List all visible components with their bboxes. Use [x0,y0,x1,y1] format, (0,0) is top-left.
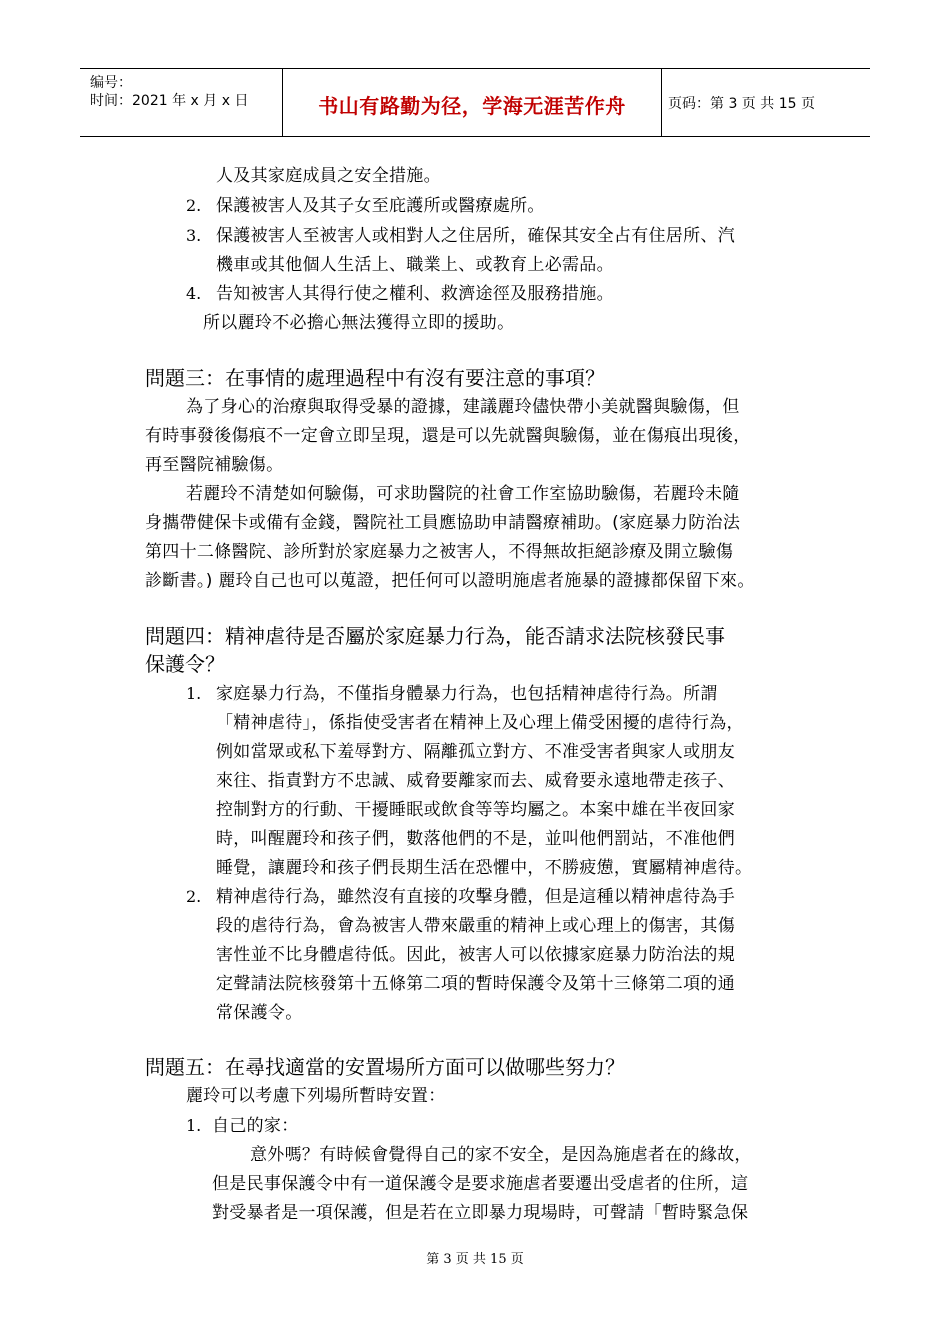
list-item-3-line-1: 保護被害人至被害人或相對人之住居所，確保其安全占有住居所、汽 [216,226,735,246]
list-conclusion: 所以麗玲不必擔心無法獲得立即的援助。 [203,313,515,333]
question-5-heading: 問題五：在尋找適當的安置場所方面可以做哪些努力？ [145,1055,625,1079]
question-4-item-1-line-7: 睡覺，讓麗玲和孩子們長期生活在恐懼中，不勝疲憊，實屬精神虐待。 [216,858,753,878]
list-item-2-text: 保護被害人及其子女至庇護所或醫療處所。 [216,196,545,216]
question-3-paragraph-1-line-1: 為了身心的治療與取得受暴的證據，建議麗玲儘快帶小美就醫與驗傷，但 [186,397,740,417]
list-item-4-text: 告知被害人其得行使之權利、救濟途徑及服務措施。 [216,284,614,304]
question-4-item-1-line-1: 家庭暴力行為，不僅指身體暴力行為，也包括精神虐待行為。所謂 [216,684,718,704]
document-number-label: 编号： [90,75,132,91]
question-4-item-1-line-3: 例如當眾或私下羞辱對方、隔離孤立對方、不准受害者與家人或朋友 [216,742,735,762]
question-5-intro: 麗玲可以考慮下列場所暫時安置： [186,1086,446,1106]
document-time-label: 时间：2021 年 x 月 x 日 [90,93,249,109]
question-4-item-2-line-4: 定聲請法院核發第十五條第二項的暫時保護令及第十三條第二項的通 [216,974,735,994]
question-4-item-1-line-6: 時，叫醒麗玲和孩子們，數落他們的不是，並叫他們罰站，不准他們 [216,829,735,849]
question-4-item-2-number: 2. [186,887,202,906]
question-4-heading-line-2: 保護令？ [145,652,225,676]
question-5-item-1-line-1: 意外嗎？有時候會覺得自己的家不安全，是因為施虐者在的緣故， [250,1145,752,1165]
question-4-item-1-line-4: 來往、指責對方不忠誠、威脅要離家而去、威脅要永遠地帶走孩子、 [216,771,735,791]
question-5-item-1-number: 1. [186,1116,202,1135]
page-header [80,68,870,137]
list-item-3-number: 3. [186,226,202,245]
question-4-heading-line-1: 問題四：精神虐待是否屬於家庭暴力行為，能否請求法院核發民事 [145,624,725,648]
question-3-heading: 問題三：在事情的處理過程中有沒有要注意的事項？ [145,366,605,390]
header-motto-cell [283,69,662,136]
question-4-item-1-line-5: 控制對方的行動、干擾睡眠或飲食等等均屬之。本案中雄在半夜回家 [216,800,735,820]
question-4-item-2-line-3: 害性並不比身體虐待低。因此，被害人可以依據家庭暴力防治法的規 [216,945,735,965]
list-item-2-number: 2. [186,196,202,215]
question-3-paragraph-2-line-2: 身攜帶健保卡或備有金錢，醫院社工員應協助申請醫療補助。(家庭暴力防治法 [145,513,741,533]
question-3-paragraph-2-line-3: 第四十二條醫院、診所對於家庭暴力之被害人，不得無故拒絕診療及開立驗傷 [145,542,734,562]
question-5-item-1-title: 自己的家： [212,1116,299,1136]
question-4-item-2-line-2: 段的虐待行為，會為被害人帶來嚴重的精神上或心理上的傷害，其傷 [216,916,735,936]
list-item-4-number: 4. [186,284,202,303]
page-footer: 第 3 页 共 15 页 [426,1252,524,1267]
question-3-paragraph-1-line-2: 有時事發後傷痕不一定會立即呈現，還是可以先就醫與驗傷，並在傷痕出現後， [145,426,751,446]
list-item-3-line-2: 機車或其他個人生活上、職業上、或教育上必需品。 [216,255,614,275]
header-motto: 书山有路勤为径，学海无涯苦作舟 [318,94,626,118]
question-3-paragraph-2-line-1: 若麗玲不清楚如何驗傷，可求助醫院的社會工作室協助驗傷，若麗玲未隨 [186,484,740,504]
header-page-info: 页码：第 3 页 共 15 页 [668,96,815,112]
question-4-item-2-line-1: 精神虐待行為，雖然沒有直接的攻擊身體，但是這種以精神虐待為手 [216,887,735,907]
question-4-item-2-line-5: 常保護令。 [216,1003,303,1023]
question-5-item-1-line-2: 但是民事保護令中有一道保護令是要求施虐者要遷出受虐者的住所，這 [212,1174,749,1194]
question-5-item-1-line-3: 對受暴者是一項保護，但是若在立即暴力現場時，可聲請「暫時緊急保 [212,1203,749,1223]
header-page-cell [662,69,870,136]
list-item-1-continuation: 人及其家庭成員之安全措施。 [216,166,441,186]
question-3-paragraph-1-line-3: 再至醫院補驗傷。 [145,455,284,475]
header-meta-cell [80,69,283,136]
question-4-item-1-number: 1. [186,684,202,703]
question-4-item-1-line-2: 「精神虐待」，係指使受害者在精神上及心理上備受困擾的虐待行為， [216,713,744,733]
question-3-paragraph-2-line-4: 診斷書。) 麗玲自己也可以蒐證，把任何可以證明施虐者施暴的證據都保留下來。 [145,571,755,591]
